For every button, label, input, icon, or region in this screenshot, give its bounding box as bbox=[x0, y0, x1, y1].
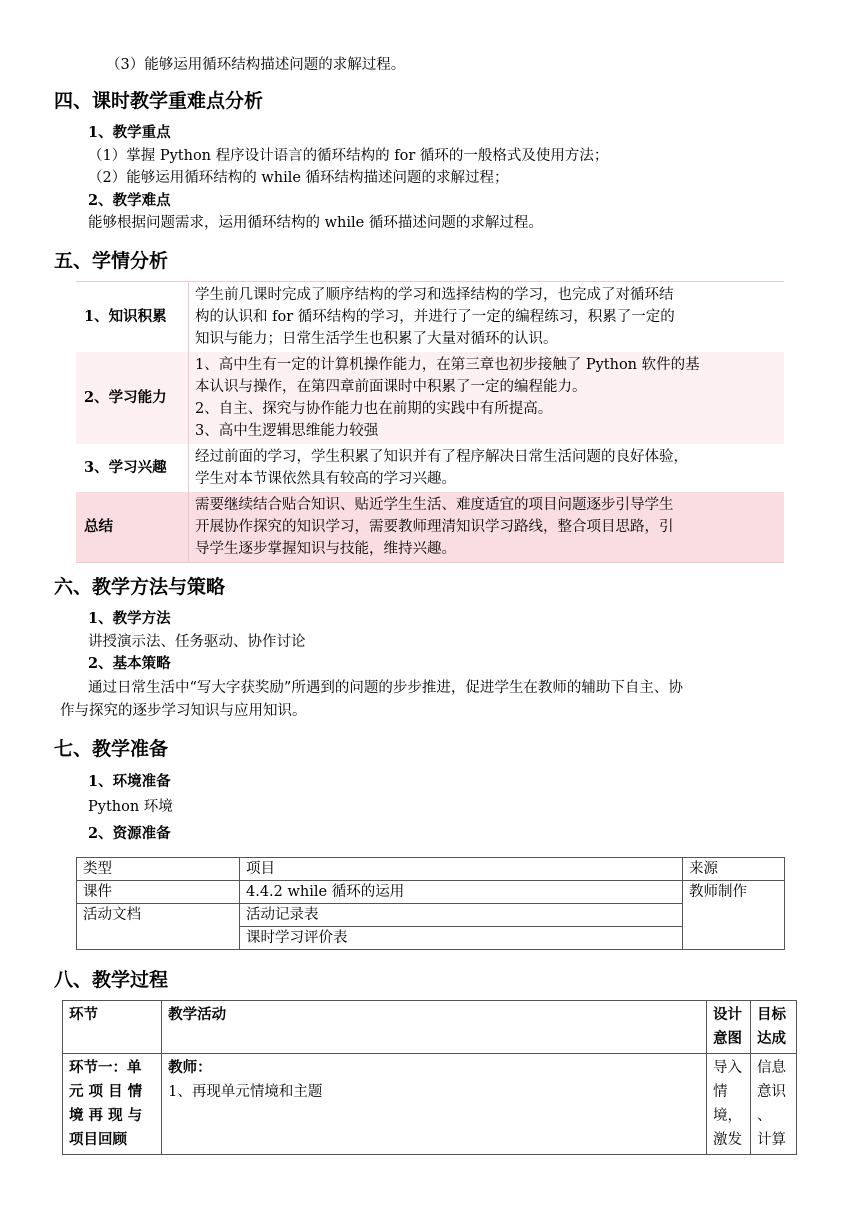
row-text: 1、高中生有一定的计算机操作能力，在第三章也初步接触了 Python 软件的基 本认识与操作，在第四章前面课时中积累了一定的编程能力。 2、自主、探究与协作能力也在前期的实践中有所提高。 3、高中生逻辑思维能力较强 bbox=[189, 352, 785, 444]
header-item: 项目 bbox=[240, 858, 683, 881]
strategy-heading: 2、基本策略 bbox=[88, 655, 171, 672]
difficulty-text: 能够根据问题需求，运用循环结构的 while 循环描述问题的求解过程。 bbox=[88, 215, 543, 231]
table-row bbox=[76, 444, 784, 492]
cell-stage: 环节一：单 元 项 目 情 境 再 现 与 项目回顾 bbox=[63, 1054, 162, 1155]
row-label: 1、知识积累 bbox=[76, 282, 189, 353]
cell-intent: 导入 情 境， 激发 bbox=[707, 1054, 751, 1155]
method-text: 讲授演示法、任务驱动、协作讨论 bbox=[88, 634, 306, 650]
header-source: 来源 bbox=[683, 858, 785, 881]
row-label: 2、学习能力 bbox=[76, 352, 189, 444]
cell-source: 教师制作 bbox=[683, 881, 785, 950]
strategy-text-line2: 作与探究的逐步学习知识与应用知识。 bbox=[60, 703, 307, 719]
table-row bbox=[77, 904, 785, 927]
table-row bbox=[63, 1054, 797, 1155]
header-goal: 目标 达成 bbox=[750, 1001, 796, 1054]
objective-3-text: （3）能够运用循环结构描述问题的求解过程。 bbox=[106, 57, 406, 73]
section-6-heading: 六、教学方法与策略 bbox=[54, 576, 226, 598]
section-5-heading: 五、学情分析 bbox=[54, 250, 169, 272]
row-text: 学生前几课时完成了顺序结构的学习和选择结构的学习，也完成了对循环结 构的认识和 for 循环结构的学习，并进行了一定的编程练习，积累了一定的 知识与能力；日常生活学生也积累了大量对循环的认识。 bbox=[189, 282, 785, 353]
row-label: 总结 bbox=[76, 492, 189, 563]
env-text: Python 环境 bbox=[88, 799, 173, 815]
section-4-heading: 四、课时教学重难点分析 bbox=[54, 90, 264, 112]
table-row bbox=[76, 282, 784, 353]
cell-item: 课时学习评价表 bbox=[240, 927, 683, 950]
row-label: 3、学习兴趣 bbox=[76, 444, 189, 492]
table-row bbox=[76, 492, 784, 563]
cell-type: 活动文档 bbox=[77, 904, 240, 950]
row-text: 经过前面的学习，学生积累了知识并有了程序解决日常生活问题的良好体验， 学生对本节课依然具有较高的学习兴趣。 bbox=[189, 444, 785, 492]
difficulty-heading: 2、教学难点 bbox=[88, 192, 171, 209]
header-stage: 环节 bbox=[63, 1001, 162, 1054]
key-point-1: （1）掌握 Python 程序设计语言的循环结构的 for 循环的一般格式及使用方法； bbox=[88, 148, 609, 164]
resource-table bbox=[76, 857, 785, 950]
table-row bbox=[77, 881, 785, 904]
row-text: 需要继续结合贴合知识、贴近学生生活、难度适宜的项目问题逐步引导学生 开展协作探究的知识学习，需要教师理清知识学习路线，整合项目思路，引 导学生逐步掌握知识与技能，维持兴趣。 bbox=[189, 492, 785, 563]
header-type: 类型 bbox=[77, 858, 240, 881]
learner-analysis-table bbox=[76, 281, 784, 563]
cell-activity: 教师： 1、再现单元情境和主题 bbox=[162, 1054, 707, 1155]
key-points-heading: 1、教学重点 bbox=[88, 124, 171, 141]
cell-goal: 信息 意识 、 计算 bbox=[750, 1054, 796, 1155]
table-row bbox=[76, 352, 784, 444]
cell-item: 活动记录表 bbox=[240, 904, 683, 927]
cell-type: 课件 bbox=[77, 881, 240, 904]
teaching-process-table bbox=[62, 1000, 797, 1155]
resource-heading: 2、资源准备 bbox=[88, 825, 171, 842]
table-header-row bbox=[63, 1001, 797, 1054]
header-intent: 设计 意图 bbox=[707, 1001, 751, 1054]
table-header-row bbox=[77, 858, 785, 881]
key-point-2: （2）能够运用循环结构的 while 循环结构描述问题的求解过程； bbox=[88, 170, 509, 186]
cell-item: 4.4.2 while 循环的运用 bbox=[240, 881, 683, 904]
env-heading: 1、环境准备 bbox=[88, 773, 171, 790]
section-7-heading: 七、教学准备 bbox=[54, 738, 169, 760]
header-activity: 教学活动 bbox=[162, 1001, 707, 1054]
strategy-text-line1: 通过日常生活中“写大字获奖励”所遇到的问题的步步推进，促进学生在教师的辅助下自主、协 bbox=[88, 680, 683, 696]
method-heading: 1、教学方法 bbox=[88, 610, 171, 627]
section-8-heading: 八、教学过程 bbox=[54, 969, 169, 991]
